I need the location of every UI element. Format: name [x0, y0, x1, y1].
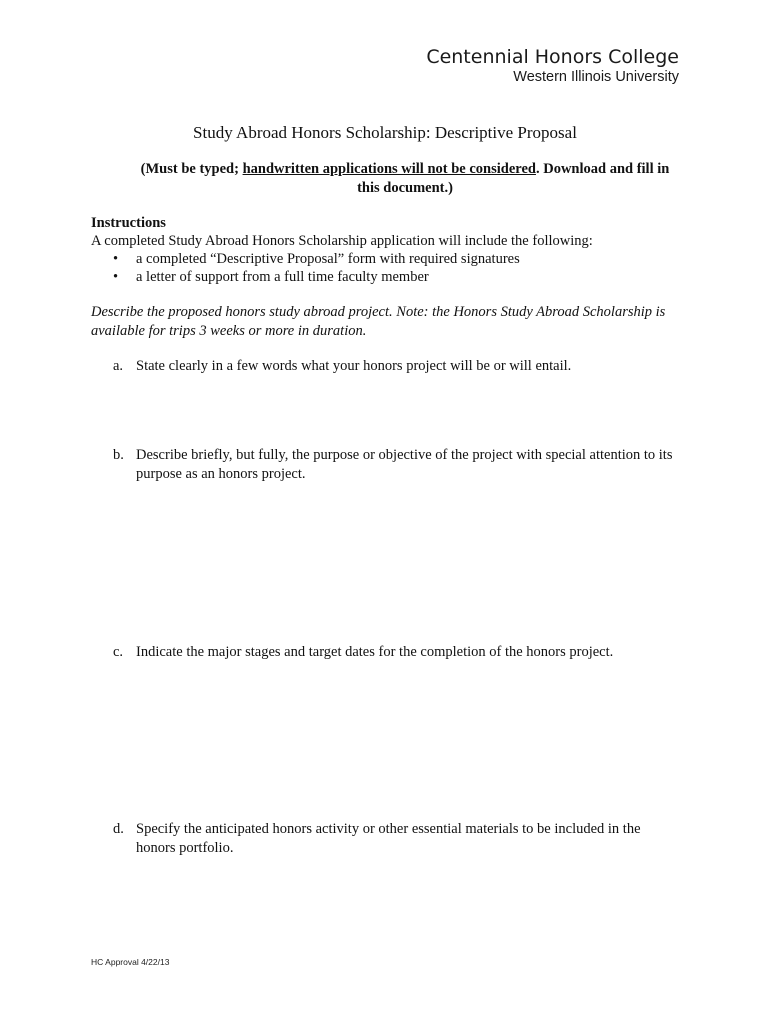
notice-underlined: handwritten applications will not be considered [242, 161, 536, 177]
question-text: State clearly in a few words what your honors project will be or will entail. [136, 358, 572, 374]
list-item [110, 250, 520, 268]
question-letter: a. [113, 358, 124, 374]
question-letter: d. [113, 821, 124, 837]
instructions-heading: Instructions [91, 215, 166, 231]
approval-footer: HC Approval 4/22/13 [91, 957, 170, 967]
question-text: Specify the anticipated honors activity or other essential materials to be included in the honors portfolio. [136, 821, 641, 856]
list-item-text: a completed “Descriptive Proposal” form with required signatures [136, 251, 520, 267]
instructions-intro: A completed Study Abroad Honors Scholarship application will include the following: [91, 233, 593, 249]
question-text: Indicate the major stages and target dates for the completion of the honors project. [136, 644, 614, 660]
university-name: Western Illinois University [513, 69, 679, 85]
question-letter: b. [113, 447, 124, 463]
bullet-icon: • [113, 269, 119, 285]
list-item [110, 268, 520, 286]
bullet-icon: • [113, 251, 119, 267]
notice-prefix: (Must be typed; [140, 161, 243, 177]
question-letter: c. [113, 644, 124, 660]
document-title: Study Abroad Honors Scholarship: Descriptive Proposal [193, 123, 577, 142]
college-name: Centennial Honors College [426, 46, 679, 68]
typing-notice [130, 160, 680, 197]
question-c [113, 643, 683, 662]
question-text: Describe briefly, but fully, the purpose or objective of the project with special attention to its purpose as an honors project. [136, 447, 673, 482]
question-b [113, 446, 683, 483]
question-a [113, 357, 683, 376]
question-d [113, 820, 683, 857]
list-item-text: a letter of support from a full time faculty member [136, 269, 429, 285]
notice-suffix: . Download and fill in this document.) [357, 161, 670, 196]
requirements-list [110, 250, 520, 286]
describe-note: Describe the proposed honors study abroad project. Note: the Honors Study Abroad Scholarship is available for trips 3 weeks or more in duration. [91, 304, 666, 339]
